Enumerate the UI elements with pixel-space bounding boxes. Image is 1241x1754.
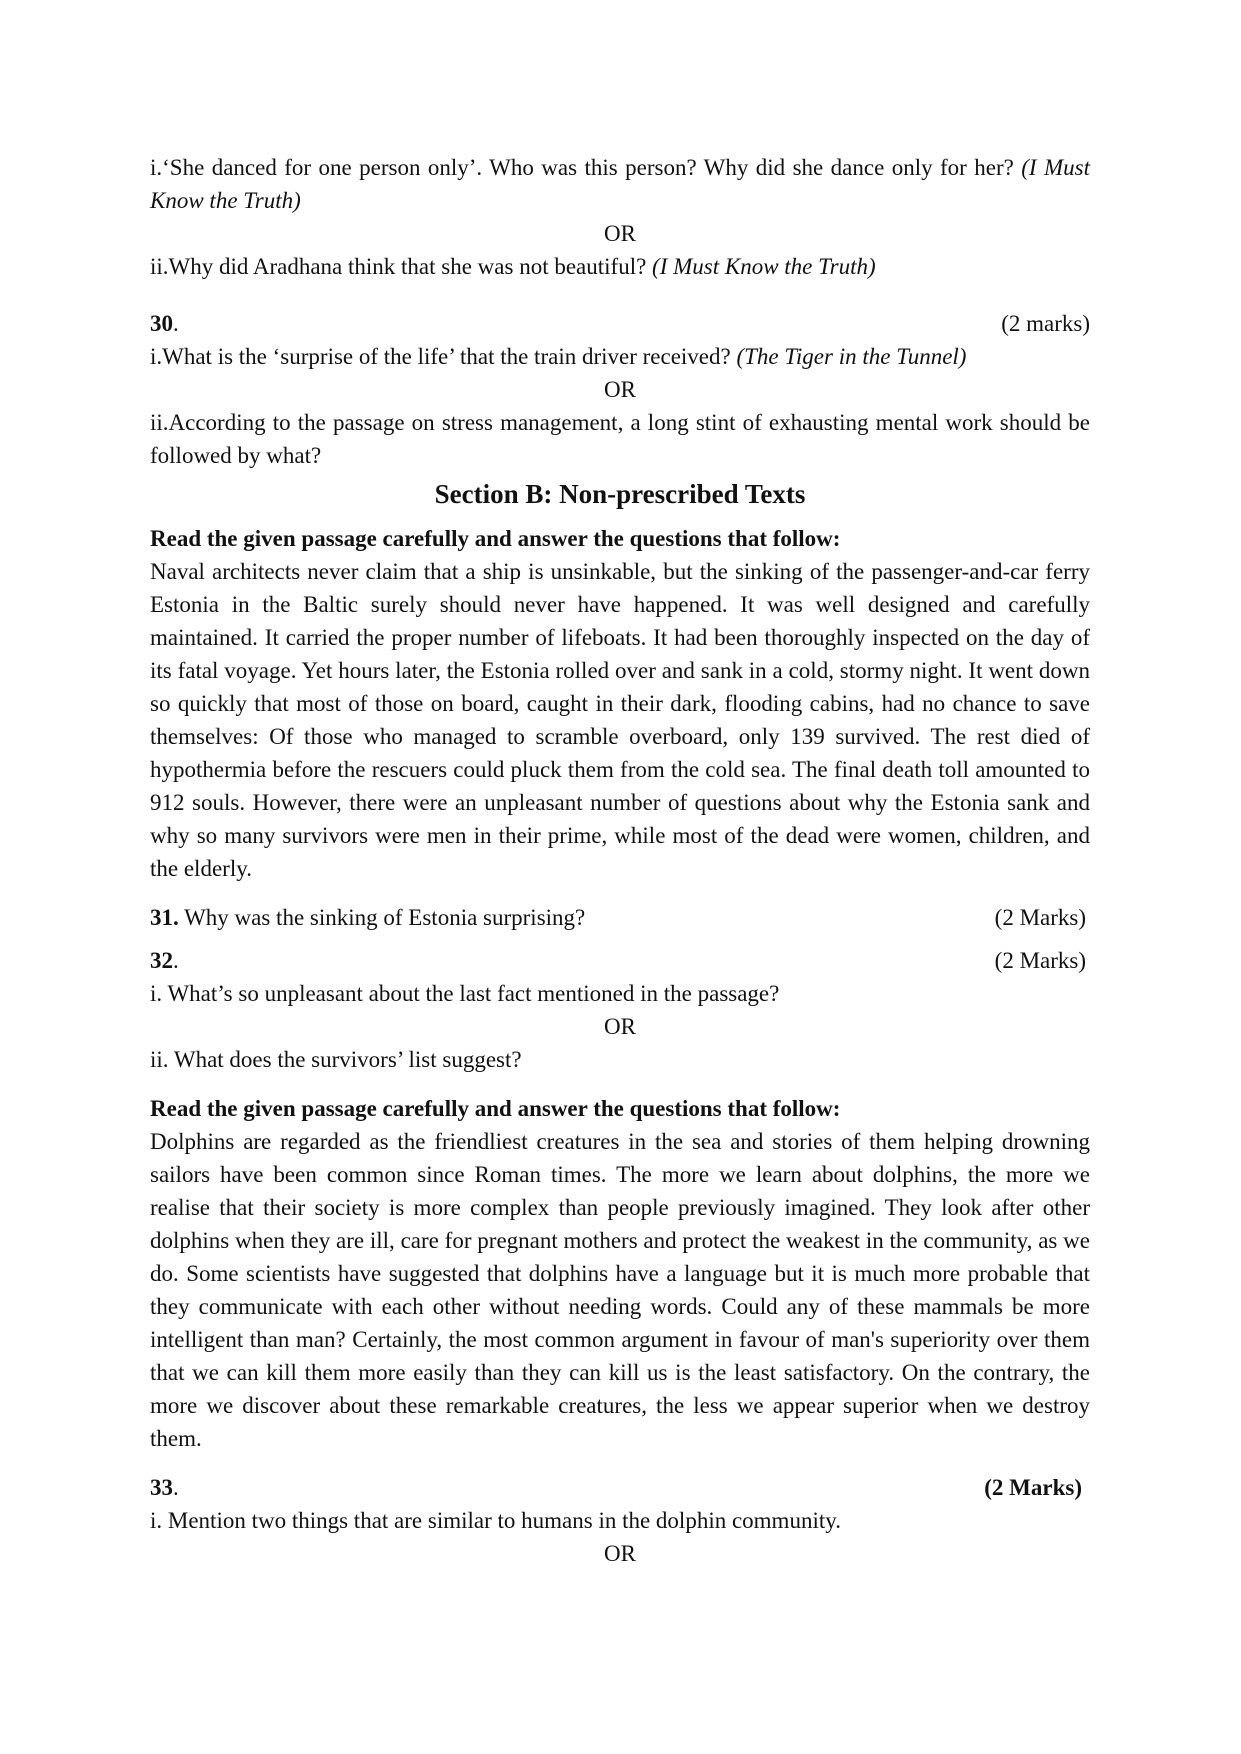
q30-option-i-text: i.What is the ‘surprise of the life’ that the train driver received? — [150, 344, 737, 369]
q30-number: 30 — [150, 311, 173, 336]
q30-marks: (2 marks) — [1001, 311, 1090, 336]
q33-marks: (2 Marks) — [984, 1475, 1082, 1500]
section-b-title: Section B: Non-prescribed Texts — [434, 479, 806, 509]
q33-option-i: i. Mention two things that are similar to humans in the dolphin community. — [150, 1508, 841, 1533]
q29-option-i — [150, 151, 1090, 217]
passage2-instruction: Read the given passage carefully and answer the questions that follow: — [150, 1096, 841, 1121]
q30-option-i — [150, 340, 1090, 373]
q31-marks: (2 Marks) — [994, 905, 1086, 930]
q32-marks: (2 Marks) — [994, 948, 1086, 973]
q29-option-ii-source: (I Must Know the Truth) — [652, 254, 876, 279]
passage1-instruction: Read the given passage carefully and answer the questions that follow: — [150, 526, 841, 551]
q29-or: OR — [604, 221, 636, 246]
passage2-text: Dolphins are regarded as the friendliest creatures in the sea and stories of them helping drowning sailors have been common since Roman times. The more we learn about dolphins, the more we realise that their society is more complex than people previously imagined. They look after other dolphins when they are ill, care for pregnant mothers and protect the weakest in the community, as we do. Some scientists have suggested that dolphins have a language but it is much more probable that they communicate with each other without needing words. Could any of these mammals be more intelligent than man? Certainly, the most common argument in favour of man's superiority over them that we can kill them more easily than they can kill us is the least satisfactory. On the contrary, the more we discover about these remarkable creatures, the less we appear superior when we destroy them. — [150, 1129, 1090, 1451]
q29-option-i-text: i.‘She danced for one person only’. Who was this person? Why did she dance only for her? — [150, 155, 1022, 180]
q32-punct: . — [173, 948, 179, 973]
q30-option-i-source: (The Tiger in the Tunnel) — [736, 344, 967, 369]
q30-header — [150, 307, 1090, 340]
q31-number: 31. — [150, 905, 179, 930]
passage1-text: Naval architects never claim that a ship is unsinkable, but the sinking of the passenger-and-car ferry Estonia in the Baltic surely should never have happened. It was well designed and carefully maintained. It carried the proper number of lifeboats. It had been thoroughly inspected on the day of its fatal voyage. Yet hours later, the Estonia rolled over and sank in a cold, stormy night. It went down so quickly that most of those on board, caught in their dark, flooding cabins, had no chance to save themselves: Of those who managed to scramble overboard, only 139 survived. The rest died of hypothermia before the rescuers could pluck them from the cold sea. The final death toll amounted to 912 souls. However, there were an unpleasant number of questions about why the Estonia sank and why so many survivors were men in their prime, while most of the dead were women, children, and the elderly. — [150, 559, 1090, 881]
q33-header — [150, 1471, 1090, 1504]
q30-punct: . — [173, 311, 179, 336]
q32-header — [150, 944, 1090, 977]
q33-punct: . — [173, 1475, 179, 1500]
q29-option-ii — [150, 250, 1090, 283]
q30-or: OR — [604, 377, 636, 402]
q32-or: OR — [604, 1014, 636, 1039]
q33-number: 33 — [150, 1475, 173, 1500]
q33-or: OR — [604, 1541, 636, 1566]
q32-option-i: i. What’s so unpleasant about the last fact mentioned in the passage? — [150, 981, 780, 1006]
q31-text: Why was the sinking of Estonia surprising? — [178, 905, 586, 930]
q31-row — [150, 901, 1090, 934]
q29-option-ii-text: ii.Why did Aradhana think that she was not beautiful? — [150, 254, 653, 279]
q32-option-ii: ii. What does the survivors’ list suggest? — [150, 1047, 522, 1072]
exam-page — [150, 151, 1090, 1570]
q29-option-i-source: (I Must Know the Truth) — [150, 155, 1090, 213]
q30-option-ii: ii.According to the passage on stress management, a long stint of exhausting mental work should be followed by what? — [150, 410, 1090, 468]
q32-number: 32 — [150, 948, 173, 973]
